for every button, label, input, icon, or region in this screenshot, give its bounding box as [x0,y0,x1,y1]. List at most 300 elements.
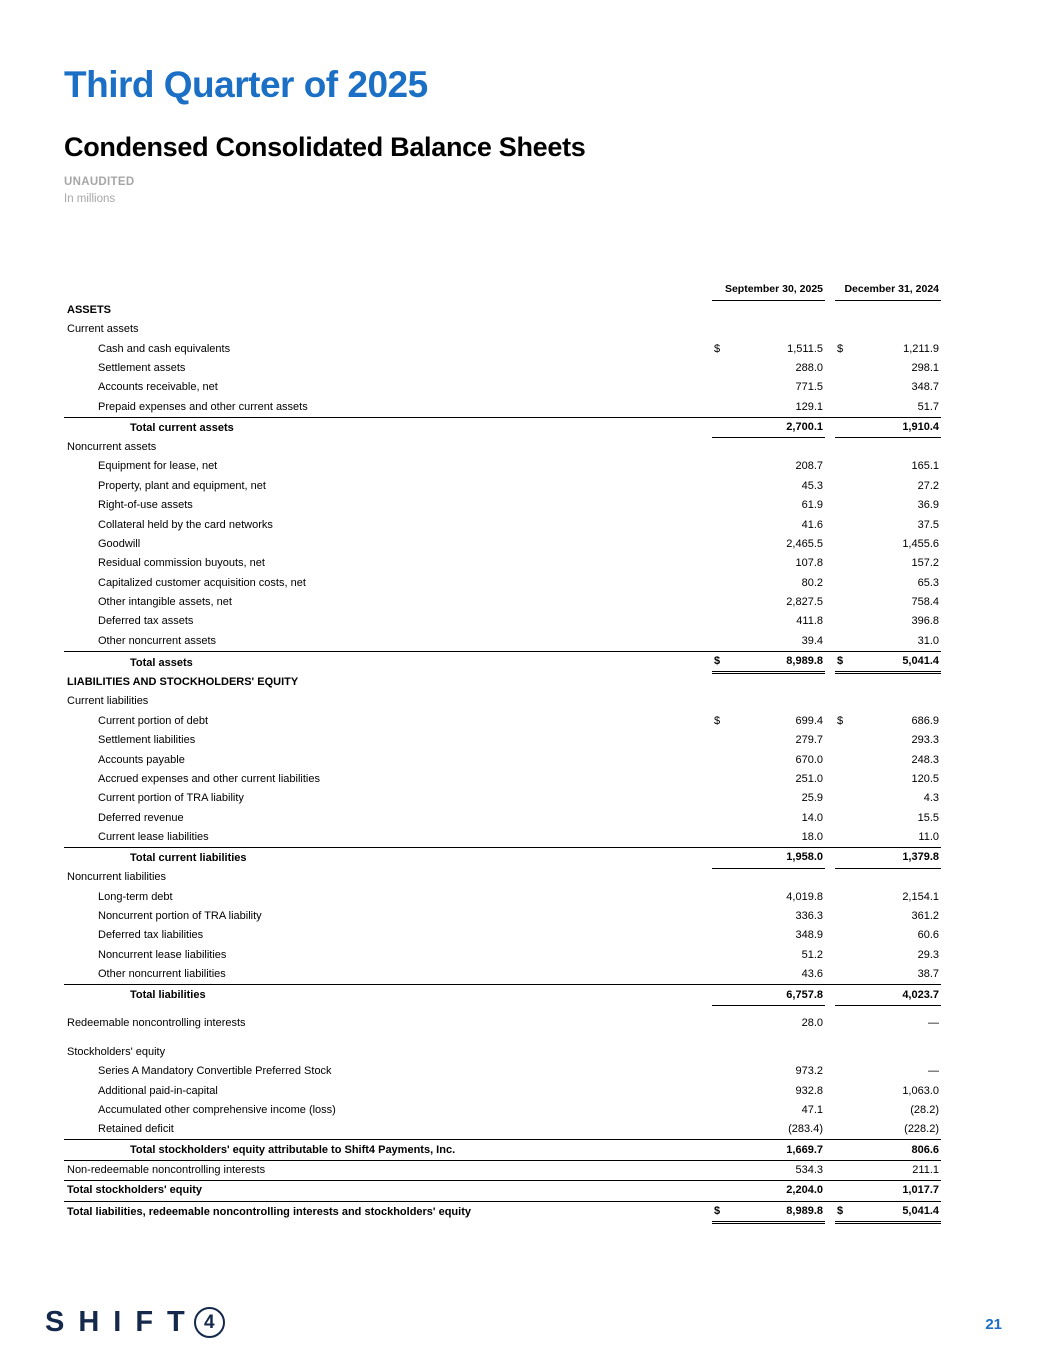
dollar-sign-col1 [712,632,730,652]
value-col2: 348.7 [911,381,940,394]
value-col1: 47.1 [801,1103,823,1116]
table-row [64,1043,941,1062]
column-gap [825,946,835,965]
value-col1: 2,700.1 [730,417,825,437]
column-gap [825,848,835,868]
dollar-sign-col2 [835,457,853,476]
value-col2: 396.8 [911,615,940,628]
column-gap [825,1062,835,1081]
row-label: Collateral held by the card networks [98,518,273,531]
dollar-sign-col1 [712,731,730,750]
value-col2 [853,1005,941,1014]
column-gap [825,770,835,789]
table-row [64,593,941,612]
row-label [64,1034,712,1043]
value-col2: 37.5 [917,518,940,531]
dollar-sign-col2 [835,359,853,378]
balance-sheet-table [64,280,941,1224]
logo-digit: 4 [203,1311,215,1333]
dollar-sign-col1 [712,1101,730,1120]
table-row [64,731,941,750]
value-col2: 293.3 [911,734,940,747]
value-col2: 51.7 [853,398,941,418]
value-col1: 6,757.8 [730,985,825,1005]
row-label: Current liabilities [67,695,149,708]
column-gap [825,320,835,339]
row-label: Total stockholders' equity [64,1181,712,1201]
table-row [64,1101,941,1120]
value-col2: 5,041.4 [853,1201,941,1222]
dollar-sign-col1 [712,692,730,711]
dollar-sign-col1 [712,612,730,631]
column-gap [825,301,835,320]
column-gap [825,593,835,612]
column-gap [825,808,835,827]
dollar-sign-col2 [835,907,853,926]
dollar-sign-col1: $ [714,342,721,355]
table-row [64,907,941,926]
value-col1: 973.2 [795,1065,823,1078]
dollar-sign-col2 [835,477,853,496]
dollar-sign-col1 [712,1043,730,1062]
table-row [64,868,941,887]
value-col2: 27.2 [917,479,940,492]
table-row [64,632,941,652]
value-col1: 932.8 [795,1084,823,1097]
dollar-sign-col1 [712,868,730,887]
value-col2 [853,438,941,457]
table-row [64,692,941,711]
dollar-sign-col1 [712,673,730,692]
value-col1: 80.2 [801,576,823,589]
value-col2: 1,211.9 [903,342,940,355]
column-gap [825,1101,835,1120]
value-col1: 534.3 [730,1160,825,1180]
dollar-sign-col2 [835,808,853,827]
page-title: Third Quarter of 2025 [64,64,428,105]
dollar-sign-col2 [835,1160,853,1180]
table-row [64,554,941,573]
value-col2: 686.9 [911,714,940,727]
dollar-sign-col1 [712,554,730,573]
value-col1 [730,438,825,457]
column-gap [825,612,835,631]
row-label: Noncurrent assets [67,441,157,453]
column-gap [825,554,835,573]
value-col1: 699.4 [795,714,823,727]
value-col1: 25.9 [801,792,823,805]
dollar-sign-col1 [712,1034,730,1043]
value-col2: 157.2 [911,557,940,570]
dollar-sign-col2: $ [837,342,844,355]
row-label: Non-redeemable noncontrolling interests [64,1160,712,1180]
dollar-sign-col2 [835,535,853,554]
dollar-sign-col1 [712,1160,730,1180]
dollar-sign-col1: $ [712,651,730,672]
logo-wordmark: SHIFT [45,1306,199,1338]
value-col2: 1,017.7 [853,1181,941,1201]
value-col2: 120.5 [911,772,940,785]
dollar-sign-col1 [712,573,730,592]
dollar-sign-col2 [835,926,853,945]
value-col2 [853,1043,941,1062]
value-col2 [853,301,941,320]
value-col1: 251.0 [795,772,823,785]
value-col1: 208.7 [795,460,823,473]
value-col2: 165.1 [911,460,940,473]
dollar-sign-col2 [835,1005,853,1014]
value-col1 [730,1034,825,1043]
value-col1: 41.6 [801,518,823,531]
value-col2: 60.6 [917,929,940,942]
dollar-sign-col1 [712,301,730,320]
dollar-sign-col1 [712,496,730,515]
dollar-sign-col2: $ [835,1201,853,1222]
row-label: Retained deficit [64,1120,712,1140]
row-label: Accounts payable [98,753,185,766]
value-col1 [730,868,825,887]
dollar-sign-col2 [835,554,853,573]
row-label: Other noncurrent liabilities [64,965,712,985]
dollar-sign-col1 [712,985,730,1005]
dollar-sign-col2 [835,417,853,437]
row-label: Current assets [67,323,139,336]
value-col1: 1,669.7 [730,1140,825,1160]
dollar-sign-col1 [712,1181,730,1201]
table-row [64,477,941,496]
row-label: Noncurrent portion of TRA liability [98,910,262,922]
column-gap [825,280,835,301]
dollar-sign-col1 [712,848,730,868]
dollar-sign-col1 [712,593,730,612]
row-label: Current portion of TRA liability [98,792,244,805]
dollar-sign-col1 [712,1081,730,1100]
value-col1 [730,692,825,711]
table-row [64,535,941,554]
dollar-sign-col2 [835,673,853,692]
table-row [64,946,941,965]
column-gap [825,1034,835,1043]
value-col1: 1,511.5 [787,342,823,355]
dollar-sign-col2 [835,1140,853,1160]
dollar-sign-col2 [835,1181,853,1201]
value-col2: (228.2) [853,1120,941,1140]
column-gap [825,926,835,945]
dollar-sign-col1 [712,535,730,554]
table-row [64,378,941,397]
row-label: Other noncurrent assets [64,632,712,652]
row-label: Series A Mandatory Convertible Preferred Stock [98,1065,332,1078]
value-col2: 65.3 [917,576,940,589]
column-gap [825,339,835,358]
row-label: Residual commission buyouts, net [98,557,265,570]
row-label: Stockholders' equity [67,1045,166,1058]
dollar-sign-col2 [835,868,853,887]
value-col1 [730,673,825,692]
column-gap [825,1120,835,1140]
label-column-header [64,280,712,301]
dollar-sign-col2 [835,378,853,397]
column-gap [825,417,835,437]
column-gap [825,515,835,534]
dollar-sign-col2 [835,496,853,515]
row-label: Redeemable noncontrolling interests [67,1017,246,1030]
value-col1: 1,958.0 [730,848,825,868]
row-label: ASSETS [67,303,112,316]
table-row [64,612,941,631]
dollar-sign-col2 [835,612,853,631]
value-col1: 288.0 [795,362,823,374]
value-col1: 336.3 [795,910,823,922]
table-row [64,417,941,437]
dollar-sign-col1 [712,926,730,945]
table-row [64,457,941,476]
column-gap [825,457,835,476]
dollar-sign-col1 [712,808,730,827]
value-col1: 2,827.5 [786,596,823,608]
value-col1: 771.5 [795,381,823,394]
value-col1 [730,320,825,339]
value-col1: 8,989.8 [730,651,825,672]
dollar-sign-col1 [712,477,730,496]
dollar-sign-col2 [835,946,853,965]
row-label [64,1005,712,1014]
value-col1: 279.7 [795,734,823,747]
value-col2 [853,1034,941,1043]
dollar-sign-col1 [712,359,730,378]
dollar-sign-col2 [835,1101,853,1120]
value-col1: 14.0 [801,811,823,824]
dollar-sign-col1 [712,1120,730,1140]
table-row [64,496,941,515]
value-col1: 45.3 [801,479,823,492]
value-col2: 1,379.8 [853,848,941,868]
row-label: Total assets [130,656,193,669]
dollar-sign-col2 [835,632,853,652]
dollar-sign-col2 [835,301,853,320]
unaudited-label: UNAUDITED [64,176,135,188]
table-row [64,673,941,692]
value-col1: 129.1 [730,398,825,418]
column-gap [825,535,835,554]
column-header-sep-2025: September 30, 2025 [712,280,825,301]
row-label: Total stockholders' equity attributable to Shift4 Payments, Inc. [64,1140,712,1160]
dollar-sign-col1 [712,417,730,437]
dollar-sign-col2 [835,965,853,985]
dollar-sign-col1 [712,907,730,926]
dollar-sign-col2 [835,887,853,906]
dollar-sign-col1 [712,320,730,339]
value-col1: 39.4 [730,632,825,652]
row-label: Capitalized customer acquisition costs, net [98,576,306,589]
value-col1: 61.9 [801,499,823,512]
dollar-sign-col2 [835,985,853,1005]
table-row [64,965,941,985]
column-gap [825,750,835,769]
value-col2: 15.5 [917,811,940,824]
value-col1: 8,989.8 [730,1201,825,1222]
row-label: Noncurrent liabilities [67,871,167,884]
dollar-sign-col1 [712,789,730,808]
dollar-sign-col2 [835,750,853,769]
dollar-sign-col2 [835,828,853,848]
value-col2: 806.6 [853,1140,941,1160]
dollar-sign-col1 [712,1014,730,1033]
dollar-sign-col2 [835,320,853,339]
column-gap [825,1160,835,1180]
table-row [64,926,941,945]
table-row [64,438,941,457]
shift4-logo [45,1306,225,1339]
column-gap [825,907,835,926]
value-col2: 361.2 [911,910,940,922]
value-col1: 18.0 [730,828,825,848]
table-row [64,1201,941,1222]
dollar-sign-col2 [835,692,853,711]
value-col2 [853,320,941,339]
column-gap [825,868,835,887]
value-col1 [730,301,825,320]
dollar-sign-col1 [712,965,730,985]
column-header-dec-2024: December 31, 2024 [835,280,941,301]
column-gap [825,398,835,418]
value-col2: 1,063.0 [902,1084,940,1097]
dollar-sign-col1 [712,750,730,769]
row-label: Property, plant and equipment, net [98,479,266,492]
dollar-sign-col2 [835,848,853,868]
column-gap [825,712,835,731]
table-row [64,398,941,418]
value-col2: 298.1 [911,362,940,374]
table-row [64,301,941,320]
value-col1: 348.9 [795,929,823,942]
table-row [64,573,941,592]
row-label: Long-term debt [98,890,173,903]
value-col1 [730,1043,825,1062]
dollar-sign-col2 [835,573,853,592]
column-gap [825,651,835,672]
table-row [64,828,941,848]
row-label: Total current liabilities [130,851,247,864]
spacer-row [64,1005,941,1014]
row-label: Right-of-use assets [98,499,193,512]
dollar-sign-col1 [712,1005,730,1014]
value-col2: (28.2) [910,1103,940,1116]
column-gap [825,789,835,808]
column-gap [825,477,835,496]
table-row [64,320,941,339]
dollar-sign-col2 [835,593,853,612]
table-row [64,359,941,378]
row-label: Deferred tax liabilities [98,929,204,942]
logo-four-icon [194,1307,225,1338]
dollar-sign-col2: $ [837,714,844,727]
value-col2: 758.4 [911,596,940,608]
row-label: Goodwill [98,537,141,550]
value-col1: 4,019.8 [786,890,823,903]
value-col1: 51.2 [801,948,823,961]
value-col2: 31.0 [853,632,941,652]
value-col2 [853,673,941,692]
balance-sheet-body [64,301,941,1223]
column-gap [825,1181,835,1201]
dollar-sign-col1 [712,398,730,418]
table-row [64,1140,941,1160]
dollar-sign-col1 [712,457,730,476]
table-row [64,339,941,358]
spacer-row [64,1034,941,1043]
table-row [64,750,941,769]
value-col1: 411.8 [796,615,823,628]
dollar-sign-col1 [712,438,730,457]
row-label: Additional paid-in-capital [98,1084,218,1097]
value-col1: 2,465.5 [786,537,823,550]
table-row [64,789,941,808]
dollar-sign-col2 [835,789,853,808]
units-label: In millions [64,193,116,205]
dollar-sign-col1 [712,1062,730,1081]
page-number: 21 [985,1316,1002,1333]
dollar-sign-col2 [835,1062,853,1081]
table-row [64,515,941,534]
column-gap [825,1140,835,1160]
column-gap [825,438,835,457]
value-col1: 670.0 [795,753,823,766]
value-col2: 248.3 [911,753,940,766]
dollar-sign-col2 [835,438,853,457]
value-col2: 211.1 [853,1160,941,1180]
column-gap [825,1043,835,1062]
dollar-sign-col2 [835,515,853,534]
column-gap [825,673,835,692]
table-row [64,848,941,868]
column-gap [825,496,835,515]
value-col1 [730,1005,825,1014]
value-col1: 43.6 [730,965,825,985]
value-col2: 4,023.7 [853,985,941,1005]
dollar-sign-col2 [835,1043,853,1062]
row-label: Accumulated other comprehensive income (loss) [98,1103,336,1116]
value-col2: 29.3 [917,948,940,961]
dollar-sign-col2 [835,398,853,418]
row-label: Total liabilities, redeemable noncontrolling interests and stockholders' equity [67,1206,471,1219]
table-row [64,887,941,906]
dollar-sign-col2 [835,731,853,750]
dollar-sign-col2 [835,1120,853,1140]
row-label: Current portion of debt [98,714,209,727]
column-gap [825,692,835,711]
table-row [64,1062,941,1081]
table-row [64,1014,941,1033]
value-col2: 36.9 [917,499,940,512]
row-label: LIABILITIES AND STOCKHOLDERS' EQUITY [67,676,299,688]
table-row [64,712,941,731]
value-col2 [853,868,941,887]
column-gap [825,828,835,848]
value-col2 [853,692,941,711]
row-label: Settlement assets [98,362,186,374]
row-label: Prepaid expenses and other current assets [64,398,712,418]
value-col2: 11.0 [853,828,941,848]
dollar-sign-col2 [835,1081,853,1100]
column-gap [825,359,835,378]
table-row [64,1120,941,1140]
page-subtitle: Condensed Consolidated Balance Sheets [64,132,586,162]
column-gap [825,378,835,397]
dollar-sign-col1 [712,378,730,397]
value-col1: 107.8 [795,557,823,570]
row-label: Accounts receivable, net [98,381,218,394]
